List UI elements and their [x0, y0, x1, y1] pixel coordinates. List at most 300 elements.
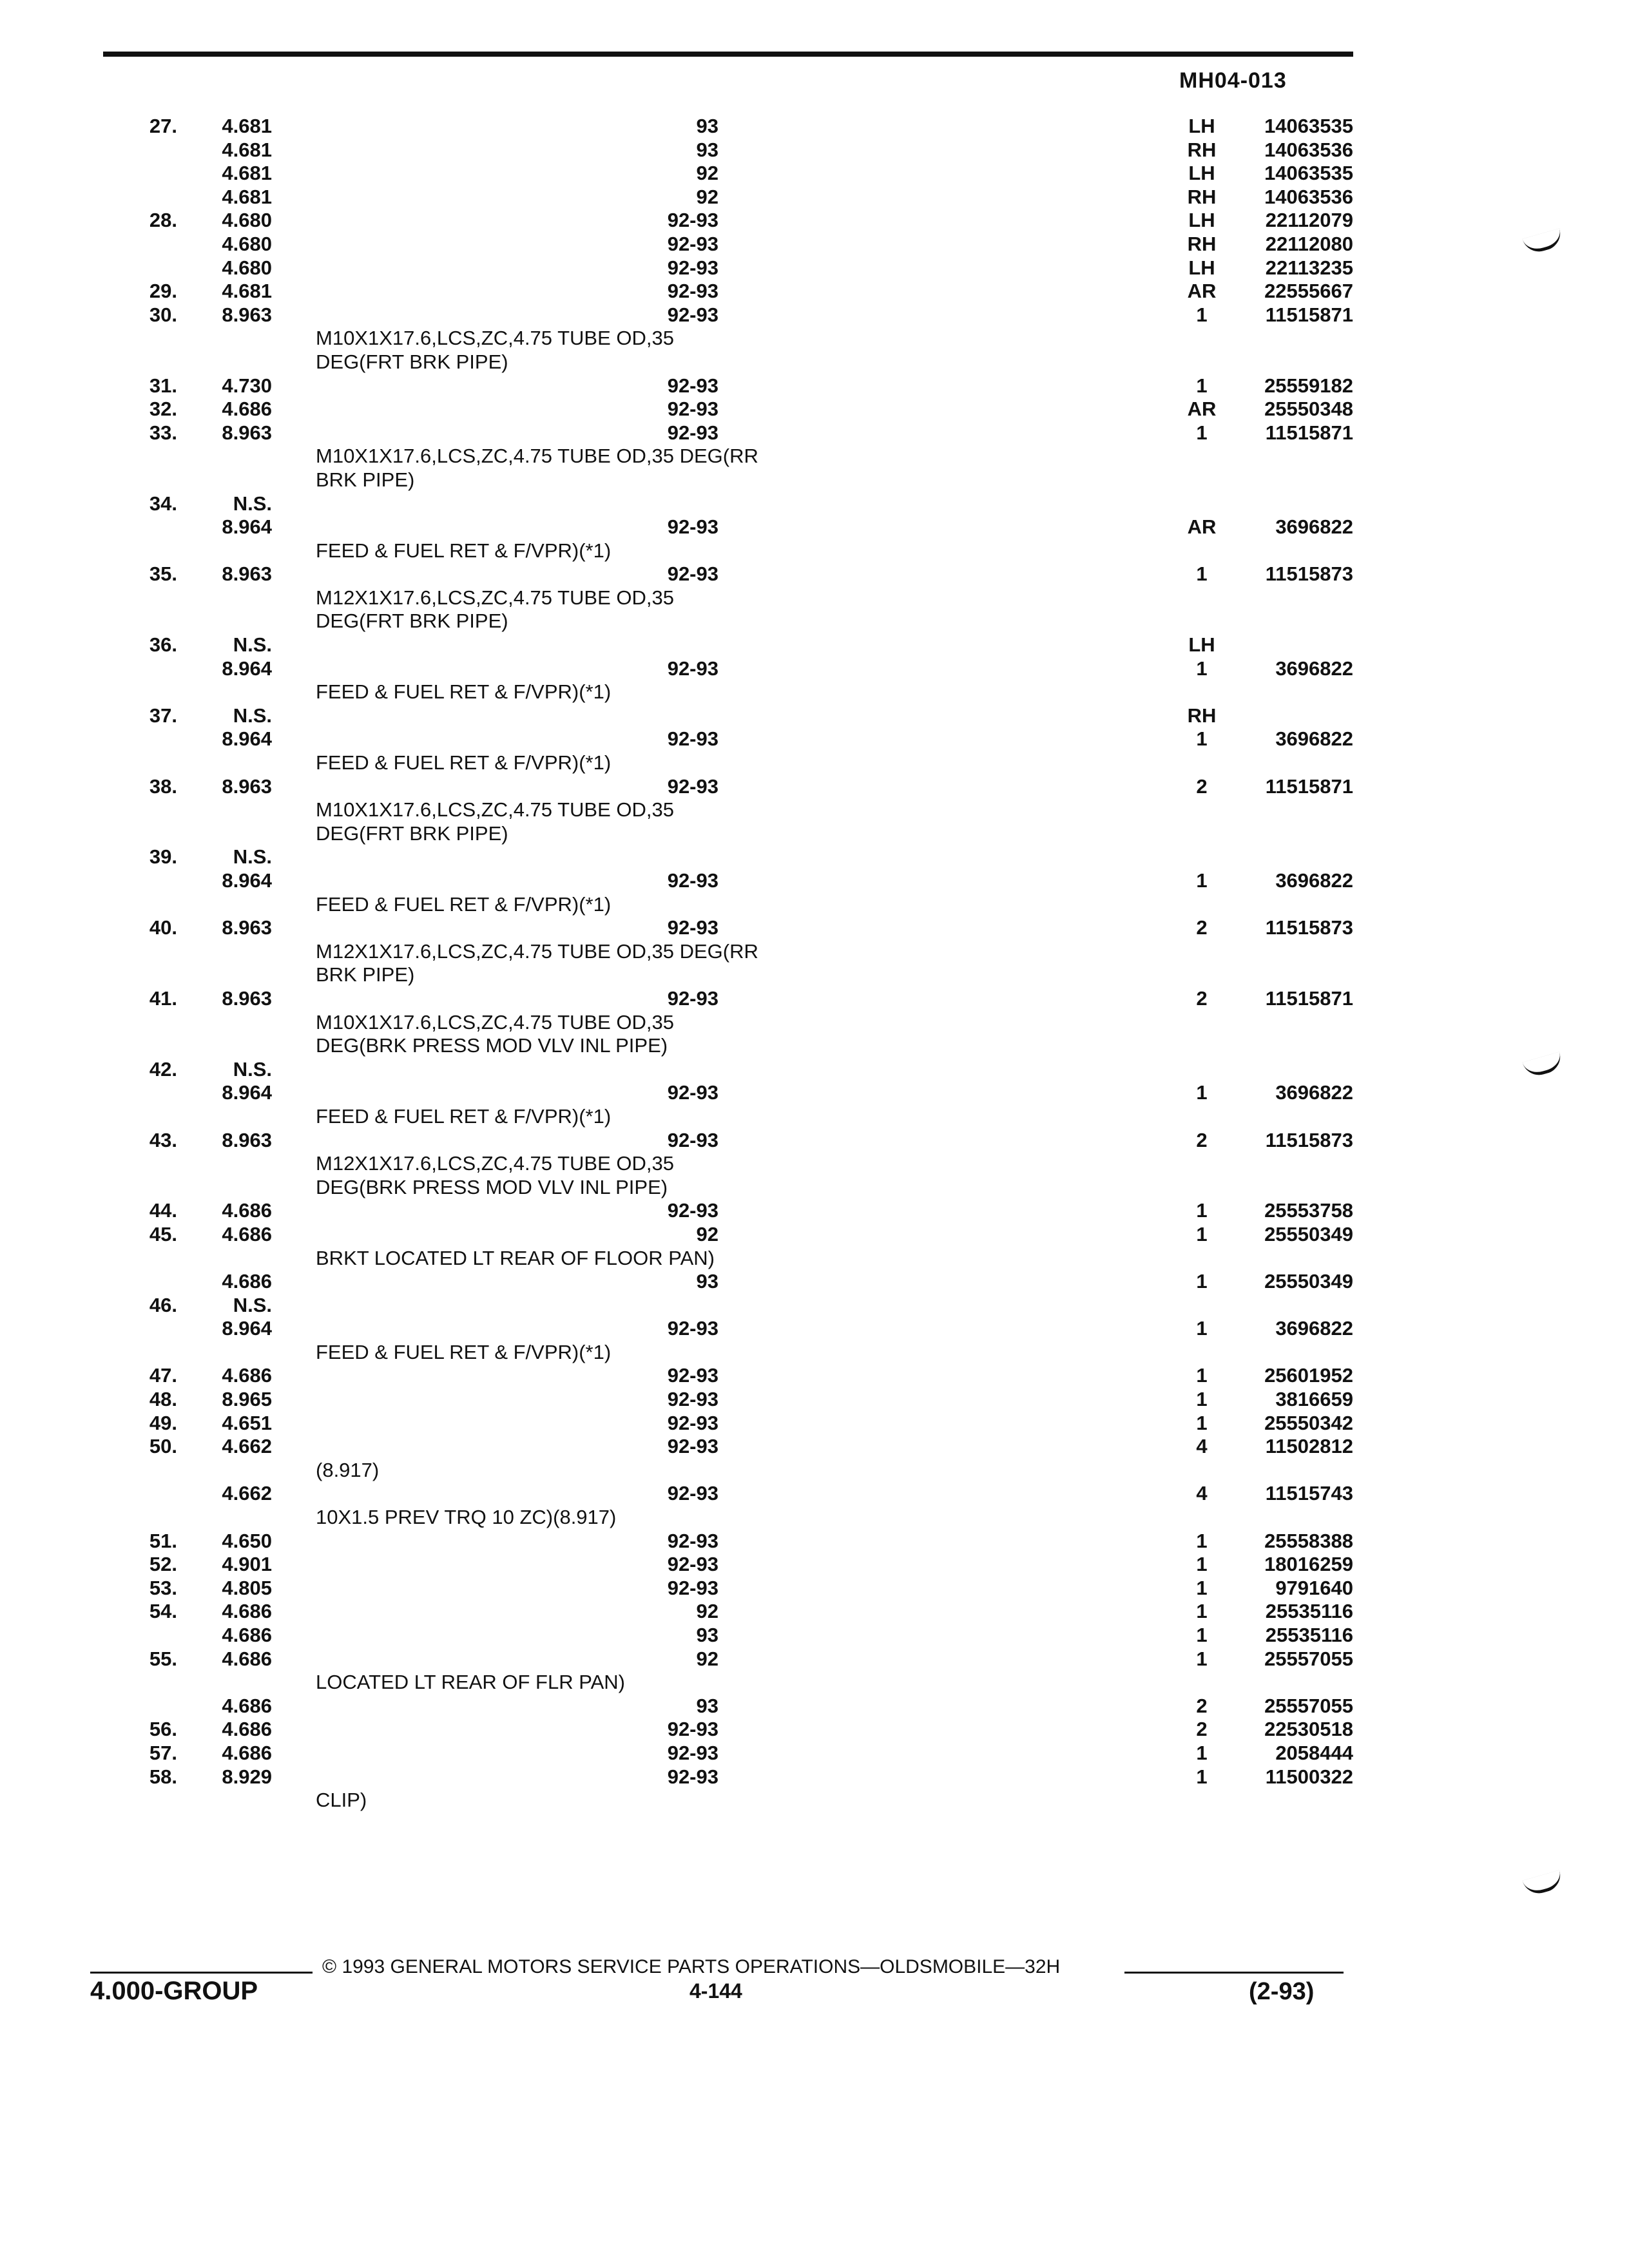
part-number: 3696822	[1275, 727, 1353, 751]
figure-number: 4.681	[222, 162, 272, 185]
description-continuation: BRK PIPE)	[316, 468, 415, 491]
part-row	[0, 139, 1418, 162]
part-number: 2058444	[1275, 1741, 1353, 1764]
footer-rule-right	[1124, 1972, 1344, 1974]
model-year: 92-93	[667, 1128, 718, 1151]
part-number: 3696822	[1275, 657, 1353, 680]
part-row	[0, 916, 1418, 940]
part-number: 22530518	[1264, 1718, 1353, 1741]
model-year: 92-93	[667, 562, 718, 586]
part-number: 25535116	[1265, 1624, 1353, 1646]
quantity-or-side: 2	[1196, 774, 1208, 798]
figure-number: 4.686	[222, 1199, 272, 1222]
description-continuation: FEED & FUEL RET & F/VPR)(*1)	[316, 539, 612, 562]
figure-number: 8.963	[222, 986, 272, 1010]
figure-number: 4.681	[222, 185, 272, 208]
part-number: 22113235	[1265, 256, 1353, 279]
quantity-or-side: 1	[1196, 1624, 1208, 1646]
part-row	[0, 1129, 1418, 1153]
quantity-or-side: 1	[1196, 1411, 1208, 1434]
part-number: 14063535	[1264, 162, 1353, 185]
description-continuation-line	[0, 1011, 1418, 1035]
part-row	[0, 727, 1418, 751]
model-year: 92-93	[667, 1718, 718, 1741]
description-continuation: CLIP)	[316, 1789, 367, 1812]
item-number: 34.	[149, 492, 177, 515]
figure-number: 4.686	[222, 1741, 272, 1764]
model-year: 93	[696, 115, 718, 137]
description-continuation: FEED & FUEL RET & F/VPR)(*1)	[316, 751, 612, 774]
part-row	[0, 1388, 1418, 1412]
figure-number: 4.686	[222, 1718, 272, 1741]
description-continuation-line	[0, 940, 1418, 964]
part-row	[0, 1364, 1418, 1388]
description-continuation-line	[0, 610, 1418, 633]
description-continuation: M10X1X17.6,LCS,ZC,4.75 TUBE OD,35	[316, 327, 674, 350]
description-continuation: FEED & FUEL RET & F/VPR)(*1)	[316, 1104, 612, 1128]
description-continuation: LOCATED LT REAR OF FLR PAN)	[316, 1671, 626, 1694]
quantity-or-side: RH	[1187, 185, 1217, 208]
quantity-or-side: 1	[1196, 1317, 1208, 1340]
part-number: 25550348	[1264, 398, 1353, 421]
part-row	[0, 1412, 1418, 1436]
model-year: 92	[696, 1222, 718, 1245]
model-year: 92	[696, 162, 718, 185]
part-number: 3696822	[1275, 515, 1353, 539]
description-continuation: M10X1X17.6,LCS,ZC,4.75 TUBE OD,35 DEG(RR	[316, 445, 758, 468]
description-continuation: M12X1X17.6,LCS,ZC,4.75 TUBE OD,35	[316, 586, 674, 609]
item-number: 58.	[149, 1765, 177, 1788]
description-continuation-line	[0, 1341, 1418, 1365]
description-continuation-line	[0, 893, 1418, 917]
quantity-or-side: 2	[1196, 1718, 1208, 1741]
part-row	[0, 1317, 1418, 1341]
figure-number: 4.686	[222, 1222, 272, 1245]
part-number: 11502812	[1265, 1435, 1353, 1458]
model-year: 92-93	[667, 280, 718, 303]
figure-number: N.S.	[233, 1057, 272, 1081]
quantity-or-side: 4	[1196, 1435, 1208, 1458]
quantity-or-side: 1	[1196, 1741, 1208, 1764]
part-row	[0, 1482, 1418, 1506]
part-row	[0, 1648, 1418, 1671]
model-year: 92-93	[667, 1199, 718, 1222]
item-number: 38.	[149, 774, 177, 798]
description-continuation-line	[0, 327, 1418, 351]
part-number: 22555667	[1264, 280, 1353, 303]
description-continuation: BRK PIPE)	[316, 963, 415, 986]
item-number: 52.	[149, 1553, 177, 1576]
part-row	[0, 1058, 1418, 1082]
item-number: 42.	[149, 1057, 177, 1081]
figure-number: 8.963	[222, 421, 272, 444]
description-continuation: M12X1X17.6,LCS,ZC,4.75 TUBE OD,35	[316, 1152, 674, 1175]
quantity-or-side: 1	[1196, 727, 1208, 751]
part-number: 25550349	[1264, 1270, 1353, 1293]
item-number: 28.	[149, 209, 177, 232]
model-year: 93	[696, 1624, 718, 1646]
description-continuation-line	[0, 468, 1418, 492]
model-year: 92-93	[667, 398, 718, 421]
part-row	[0, 657, 1418, 681]
item-number: 53.	[149, 1576, 177, 1599]
description-continuation: DEG(FRT BRK PIPE)	[316, 610, 508, 633]
model-year: 92-93	[667, 515, 718, 539]
item-number: 51.	[149, 1529, 177, 1552]
description-continuation-line	[0, 1671, 1418, 1695]
model-year: 92-93	[667, 1317, 718, 1340]
part-row	[0, 1223, 1418, 1247]
part-number: 3696822	[1275, 1081, 1353, 1104]
quantity-or-side: LH	[1188, 209, 1215, 232]
description-continuation: M12X1X17.6,LCS,ZC,4.75 TUBE OD,35 DEG(RR	[316, 939, 758, 963]
part-row	[0, 775, 1418, 799]
part-number: 25550342	[1264, 1411, 1353, 1434]
part-row	[0, 186, 1418, 209]
quantity-or-side: 1	[1196, 1388, 1208, 1411]
quantity-or-side: 1	[1196, 1553, 1208, 1576]
item-number: 30.	[149, 303, 177, 326]
model-year: 92	[696, 1647, 718, 1670]
item-number: 36.	[149, 633, 177, 657]
margin-mark	[1522, 1052, 1564, 1079]
model-year: 92-93	[667, 774, 718, 798]
description-continuation: FEED & FUEL RET & F/VPR)(*1)	[316, 1340, 612, 1363]
item-number: 27.	[149, 115, 177, 137]
model-year: 92-93	[667, 1482, 718, 1505]
part-number: 25557055	[1264, 1694, 1353, 1717]
page-code: MH04-013	[1179, 68, 1287, 93]
quantity-or-side: 1	[1196, 1600, 1208, 1623]
part-row	[0, 1553, 1418, 1577]
item-number: 33.	[149, 421, 177, 444]
figure-number: 4.686	[222, 1364, 272, 1387]
item-number: 50.	[149, 1435, 177, 1458]
part-row	[0, 1294, 1418, 1318]
figure-number: N.S.	[233, 492, 272, 515]
model-year: 92-93	[667, 1553, 718, 1576]
model-year: 92-93	[667, 727, 718, 751]
description-continuation-line	[0, 963, 1418, 987]
figure-number: 4.680	[222, 232, 272, 255]
description-continuation: 10X1.5 PREV TRQ 10 ZC)(8.917)	[316, 1506, 617, 1529]
quantity-or-side: 1	[1196, 1765, 1208, 1788]
part-number: 3696822	[1275, 1317, 1353, 1340]
figure-number: 4.730	[222, 374, 272, 397]
quantity-or-side: LH	[1188, 162, 1215, 185]
figure-number: 4.686	[222, 1647, 272, 1670]
quantity-or-side: 1	[1196, 657, 1208, 680]
parts-listing	[0, 115, 1418, 1812]
part-row	[0, 1765, 1418, 1789]
description-continuation-line	[0, 586, 1418, 610]
footer-date: (2-93)	[1249, 1978, 1315, 2005]
description-continuation-line	[0, 822, 1418, 846]
model-year: 92-93	[667, 1576, 718, 1599]
model-year: 92-93	[667, 1529, 718, 1552]
item-number: 40.	[149, 916, 177, 939]
description-continuation-line	[0, 539, 1418, 563]
footer-page-number: 4-144	[689, 1979, 742, 2003]
part-row	[0, 115, 1418, 139]
item-number: 37.	[149, 704, 177, 727]
model-year: 92-93	[667, 1435, 718, 1458]
part-row	[0, 1600, 1418, 1624]
model-year: 92-93	[667, 916, 718, 939]
quantity-or-side: 1	[1196, 869, 1208, 892]
part-number: 18016259	[1264, 1553, 1353, 1576]
part-row	[0, 1742, 1418, 1765]
description-continuation: FEED & FUEL RET & F/VPR)(*1)	[316, 892, 612, 916]
figure-number: 8.965	[222, 1388, 272, 1411]
quantity-or-side: AR	[1187, 280, 1217, 303]
figure-number: 4.901	[222, 1553, 272, 1576]
item-number: 44.	[149, 1199, 177, 1222]
item-number: 55.	[149, 1647, 177, 1670]
description-continuation: BRKT LOCATED LT REAR OF FLOOR PAN)	[316, 1246, 715, 1269]
part-row	[0, 374, 1418, 398]
quantity-or-side: AR	[1187, 515, 1217, 539]
item-number: 35.	[149, 562, 177, 586]
figure-number: 4.680	[222, 209, 272, 232]
quantity-or-side: LH	[1188, 633, 1215, 657]
part-number: 11515873	[1265, 916, 1353, 939]
figure-number: 8.964	[222, 657, 272, 680]
part-row	[0, 256, 1418, 280]
part-number: 25557055	[1264, 1647, 1353, 1670]
footer-group: 4.000-GROUP	[90, 1977, 258, 2005]
figure-number: 4.681	[222, 280, 272, 303]
quantity-or-side: 2	[1196, 916, 1208, 939]
description-continuation-line	[0, 1247, 1418, 1271]
figure-number: 8.964	[222, 1081, 272, 1104]
footer-copyright: © 1993 GENERAL MOTORS SERVICE PARTS OPERATIONS—OLDSMOBILE—32H	[322, 1956, 1061, 1977]
part-number: 25550349	[1264, 1222, 1353, 1245]
description-continuation-line	[0, 1176, 1418, 1200]
description-continuation-line	[0, 1105, 1418, 1129]
part-row	[0, 987, 1418, 1011]
description-continuation: (8.917)	[316, 1458, 380, 1481]
model-year: 92-93	[667, 1364, 718, 1387]
description-continuation-line	[0, 1506, 1418, 1530]
quantity-or-side: LH	[1188, 115, 1215, 137]
model-year: 92-93	[667, 869, 718, 892]
item-number: 29.	[149, 280, 177, 303]
quantity-or-side: 1	[1196, 421, 1208, 444]
figure-number: 8.929	[222, 1765, 272, 1788]
quantity-or-side: RH	[1187, 704, 1217, 727]
model-year: 92-93	[667, 232, 718, 255]
part-number: 25553758	[1264, 1199, 1353, 1222]
part-number: 11515743	[1265, 1482, 1353, 1505]
margin-mark	[1522, 228, 1564, 255]
part-row	[0, 303, 1418, 327]
part-row	[0, 869, 1418, 893]
part-row	[0, 1695, 1418, 1718]
model-year: 92-93	[667, 657, 718, 680]
part-row	[0, 280, 1418, 303]
part-number: 9791640	[1275, 1576, 1353, 1599]
quantity-or-side: 2	[1196, 1128, 1208, 1151]
model-year: 92	[696, 185, 718, 208]
figure-number: 4.686	[222, 1600, 272, 1623]
quantity-or-side: 1	[1196, 1647, 1208, 1670]
description-continuation-line	[0, 798, 1418, 822]
part-row	[0, 845, 1418, 869]
part-row	[0, 562, 1418, 586]
model-year: 92-93	[667, 209, 718, 232]
figure-number: 8.963	[222, 916, 272, 939]
quantity-or-side: 1	[1196, 1222, 1208, 1245]
quantity-or-side: 1	[1196, 1081, 1208, 1104]
description-continuation-line	[0, 680, 1418, 704]
footer-rule-left	[90, 1972, 313, 1974]
part-number: 22112079	[1265, 209, 1353, 232]
model-year: 92-93	[667, 374, 718, 397]
item-number: 39.	[149, 845, 177, 869]
part-row	[0, 233, 1418, 256]
part-number: 22112080	[1265, 232, 1353, 255]
figure-number: 8.963	[222, 562, 272, 586]
part-number: 14063536	[1264, 185, 1353, 208]
figure-number: 8.963	[222, 303, 272, 326]
description-continuation: M10X1X17.6,LCS,ZC,4.75 TUBE OD,35	[316, 1010, 674, 1033]
figure-number: 4.651	[222, 1411, 272, 1434]
description-continuation-line	[0, 1789, 1418, 1812]
description-continuation: DEG(BRK PRESS MOD VLV INL PIPE)	[316, 1034, 668, 1057]
figure-number: N.S.	[233, 633, 272, 657]
quantity-or-side: 1	[1196, 1364, 1208, 1387]
figure-number: 8.963	[222, 1128, 272, 1151]
part-row	[0, 162, 1418, 186]
part-row	[0, 492, 1418, 516]
quantity-or-side: 2	[1196, 1694, 1208, 1717]
description-continuation: DEG(FRT BRK PIPE)	[316, 822, 508, 845]
part-row	[0, 1577, 1418, 1600]
quantity-or-side: 2	[1196, 986, 1208, 1010]
part-row	[0, 398, 1418, 421]
model-year: 92-93	[667, 1411, 718, 1434]
item-number: 47.	[149, 1364, 177, 1387]
part-number: 11515871	[1265, 303, 1353, 326]
part-number: 3816659	[1275, 1388, 1353, 1411]
part-row	[0, 1199, 1418, 1223]
figure-number: 4.686	[222, 1270, 272, 1293]
item-number: 32.	[149, 398, 177, 421]
quantity-or-side: 1	[1196, 1270, 1208, 1293]
model-year: 92-93	[667, 1081, 718, 1104]
figure-number: 4.662	[222, 1482, 272, 1505]
part-row	[0, 704, 1418, 728]
figure-number: 8.964	[222, 727, 272, 751]
part-number: 11515871	[1265, 986, 1353, 1010]
part-row	[0, 633, 1418, 657]
part-number: 14063536	[1264, 138, 1353, 161]
figure-number: 4.686	[222, 1624, 272, 1646]
description-continuation-line	[0, 1034, 1418, 1058]
item-number: 46.	[149, 1293, 177, 1316]
figure-number: 8.964	[222, 869, 272, 892]
model-year: 93	[696, 138, 718, 161]
part-number: 11500322	[1265, 1765, 1353, 1788]
quantity-or-side: 1	[1196, 1199, 1208, 1222]
model-year: 92-93	[667, 986, 718, 1010]
part-row	[0, 421, 1418, 445]
figure-number: N.S.	[233, 704, 272, 727]
part-row	[0, 1081, 1418, 1105]
quantity-or-side: 1	[1196, 303, 1208, 326]
model-year: 92-93	[667, 303, 718, 326]
figure-number: 4.686	[222, 1694, 272, 1717]
quantity-or-side: RH	[1187, 138, 1217, 161]
part-number: 25601952	[1264, 1364, 1353, 1387]
description-continuation-line	[0, 351, 1418, 374]
figure-number: 4.680	[222, 256, 272, 279]
item-number: 31.	[149, 374, 177, 397]
part-number: 25559182	[1264, 374, 1353, 397]
part-row	[0, 1435, 1418, 1459]
part-number: 11515871	[1265, 774, 1353, 798]
quantity-or-side: AR	[1187, 398, 1217, 421]
item-number: 54.	[149, 1600, 177, 1623]
figure-number: 4.681	[222, 115, 272, 137]
description-continuation-line	[0, 751, 1418, 775]
quantity-or-side: RH	[1187, 232, 1217, 255]
item-number: 57.	[149, 1741, 177, 1764]
quantity-or-side: 1	[1196, 562, 1208, 586]
item-number: 43.	[149, 1128, 177, 1151]
quantity-or-side: 1	[1196, 1576, 1208, 1599]
description-continuation: FEED & FUEL RET & F/VPR)(*1)	[316, 680, 612, 704]
part-row	[0, 1718, 1418, 1742]
part-row	[0, 1270, 1418, 1294]
figure-number: 8.964	[222, 1317, 272, 1340]
part-number: 14063535	[1264, 115, 1353, 137]
figure-number: 4.662	[222, 1435, 272, 1458]
model-year: 92-93	[667, 1741, 718, 1764]
model-year: 92-93	[667, 1388, 718, 1411]
part-number: 11515873	[1265, 1128, 1353, 1151]
part-number: 3696822	[1275, 869, 1353, 892]
quantity-or-side: 1	[1196, 1529, 1208, 1552]
part-row	[0, 209, 1418, 233]
figure-number: 4.681	[222, 138, 272, 161]
quantity-or-side: 1	[1196, 374, 1208, 397]
description-continuation: DEG(BRK PRESS MOD VLV INL PIPE)	[316, 1175, 668, 1198]
description-continuation-line	[0, 1459, 1418, 1483]
description-continuation: M10X1X17.6,LCS,ZC,4.75 TUBE OD,35	[316, 798, 674, 822]
part-number: 11515873	[1265, 562, 1353, 586]
item-number: 45.	[149, 1222, 177, 1245]
part-number: 11515871	[1265, 421, 1353, 444]
model-year: 92	[696, 1600, 718, 1623]
model-year: 92-93	[667, 421, 718, 444]
figure-number: 4.686	[222, 398, 272, 421]
description-continuation: DEG(FRT BRK PIPE)	[316, 350, 508, 373]
part-number: 25558388	[1264, 1529, 1353, 1552]
item-number: 41.	[149, 986, 177, 1010]
model-year: 93	[696, 1270, 718, 1293]
item-number: 56.	[149, 1718, 177, 1741]
part-row	[0, 1530, 1418, 1553]
figure-number: N.S.	[233, 1293, 272, 1316]
figure-number: 4.805	[222, 1576, 272, 1599]
part-row	[0, 515, 1418, 539]
top-rule	[103, 52, 1353, 57]
part-row	[0, 1624, 1418, 1648]
margin-mark	[1522, 1870, 1564, 1897]
model-year: 92-93	[667, 256, 718, 279]
